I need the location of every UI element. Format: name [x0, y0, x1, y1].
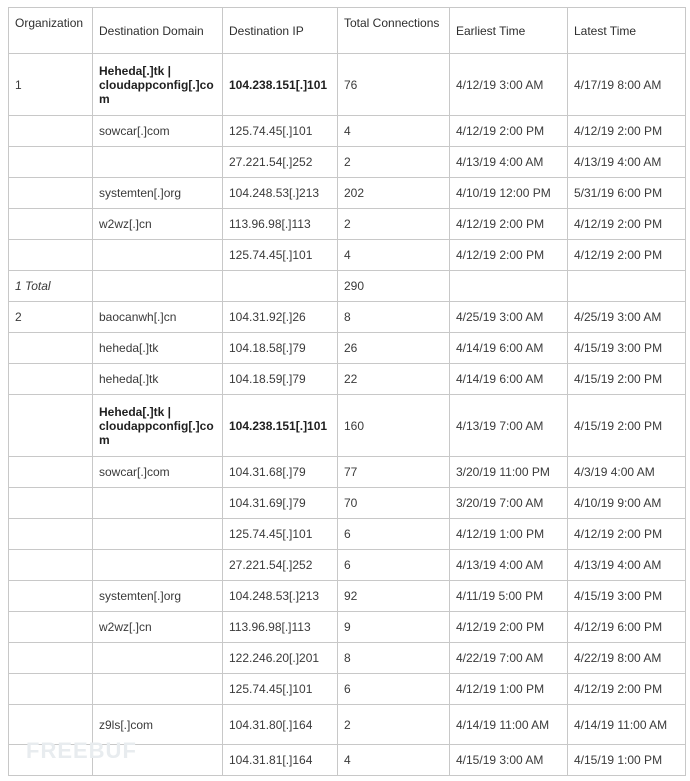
cell-destination-domain: sowcar[.]com — [93, 116, 223, 147]
cell-destination-ip: 104.248.53[.]213 — [223, 178, 338, 209]
cell-destination-ip: 104.238.151[.]101 — [223, 54, 338, 116]
cell-earliest-time: 4/13/19 4:00 AM — [450, 147, 568, 178]
table-row — [9, 550, 686, 581]
cell-earliest-time: 4/11/19 5:00 PM — [450, 581, 568, 612]
cell-earliest-time: 4/22/19 7:00 AM — [450, 643, 568, 674]
cell-latest-time: 4/12/19 6:00 PM — [568, 612, 686, 643]
cell-destination-domain: systemten[.]org — [93, 178, 223, 209]
cell-total-connections: 4 — [338, 116, 450, 147]
cell-latest-time: 4/12/19 2:00 PM — [568, 519, 686, 550]
cell-destination-ip: 104.31.69[.]79 — [223, 488, 338, 519]
cell-destination-domain: baocanwh[.]cn — [93, 302, 223, 333]
cell-destination-ip: 104.18.58[.]79 — [223, 333, 338, 364]
cell-earliest-time: 4/12/19 2:00 PM — [450, 612, 568, 643]
cell-destination-domain: w2wz[.]cn — [93, 209, 223, 240]
cell-total-connections: 160 — [338, 395, 450, 457]
cell-earliest-time: 3/20/19 11:00 PM — [450, 457, 568, 488]
cell-total-connections: 2 — [338, 705, 450, 745]
table-row — [9, 54, 686, 116]
table-row — [9, 302, 686, 333]
cell-destination-domain: sowcar[.]com — [93, 457, 223, 488]
cell-latest-time: 5/31/19 6:00 PM — [568, 178, 686, 209]
cell-destination-domain — [93, 550, 223, 581]
cell-earliest-time: 4/10/19 12:00 PM — [450, 178, 568, 209]
cell-total-connections: 6 — [338, 519, 450, 550]
cell-latest-time: 4/13/19 4:00 AM — [568, 147, 686, 178]
cell-latest-time: 4/3/19 4:00 AM — [568, 457, 686, 488]
cell-earliest-time: 4/13/19 4:00 AM — [450, 550, 568, 581]
cell-total-connections: 77 — [338, 457, 450, 488]
cell-total-connections: 4 — [338, 745, 450, 776]
cell-latest-time: 4/12/19 2:00 PM — [568, 116, 686, 147]
cell-organization — [9, 612, 93, 643]
table-row — [9, 705, 686, 745]
cell-organization: 2 — [9, 302, 93, 333]
cell-organization: 1 — [9, 54, 93, 116]
cell-organization — [9, 550, 93, 581]
cell-destination-ip: 104.31.81[.]164 — [223, 745, 338, 776]
cell-latest-time: 4/15/19 1:00 PM — [568, 745, 686, 776]
table-row — [9, 116, 686, 147]
cell-destination-domain — [93, 488, 223, 519]
cell-organization — [9, 116, 93, 147]
header-organization: Organization — [9, 8, 93, 54]
table-row — [9, 519, 686, 550]
header-total-connections: Total Connections — [338, 8, 450, 54]
cell-destination-domain — [93, 240, 223, 271]
table-row — [9, 240, 686, 271]
table-row — [9, 488, 686, 519]
cell-total-connections: 92 — [338, 581, 450, 612]
cell-destination-ip: 122.246.20[.]201 — [223, 643, 338, 674]
cell-earliest-time: 4/12/19 2:00 PM — [450, 116, 568, 147]
cell-destination-domain: Heheda[.]tk | cloudappconfig[.]com — [93, 54, 223, 116]
cell-earliest-time: 3/20/19 7:00 AM — [450, 488, 568, 519]
cell-organization — [9, 488, 93, 519]
cell-latest-time: 4/14/19 11:00 AM — [568, 705, 686, 745]
cell-destination-domain: z9ls[.]com — [93, 705, 223, 745]
cell-earliest-time: 4/12/19 3:00 AM — [450, 54, 568, 116]
table-row — [9, 364, 686, 395]
cell-earliest-time: 4/14/19 11:00 AM — [450, 705, 568, 745]
cell-destination-domain: heheda[.]tk — [93, 364, 223, 395]
cell-total-connections: 6 — [338, 674, 450, 705]
table-row — [9, 745, 686, 776]
cell-destination-domain: Heheda[.]tk | cloudappconfig[.]com — [93, 395, 223, 457]
cell-earliest-time: 4/13/19 7:00 AM — [450, 395, 568, 457]
cell-latest-time: 4/25/19 3:00 AM — [568, 302, 686, 333]
cell-destination-ip: 125.74.45[.]101 — [223, 674, 338, 705]
header-latest-time: Latest Time — [568, 8, 686, 54]
cell-destination-ip: 104.238.151[.]101 — [223, 395, 338, 457]
cell-latest-time: 4/12/19 2:00 PM — [568, 209, 686, 240]
cell-earliest-time: 4/25/19 3:00 AM — [450, 302, 568, 333]
cell-destination-domain — [93, 271, 223, 302]
cell-organization: 1 Total — [9, 271, 93, 302]
cell-organization — [9, 705, 93, 745]
cell-earliest-time: 4/14/19 6:00 AM — [450, 364, 568, 395]
cell-destination-ip: 125.74.45[.]101 — [223, 519, 338, 550]
cell-earliest-time: 4/12/19 2:00 PM — [450, 209, 568, 240]
cell-destination-ip: 27.221.54[.]252 — [223, 550, 338, 581]
cell-total-connections: 4 — [338, 240, 450, 271]
cell-destination-ip: 104.31.68[.]79 — [223, 457, 338, 488]
cell-organization — [9, 240, 93, 271]
cell-destination-ip: 104.31.80[.]164 — [223, 705, 338, 745]
cell-organization — [9, 395, 93, 457]
cell-destination-domain: w2wz[.]cn — [93, 612, 223, 643]
connections-table — [8, 7, 686, 776]
table-row — [9, 457, 686, 488]
cell-destination-ip — [223, 271, 338, 302]
table-row — [9, 581, 686, 612]
cell-total-connections: 8 — [338, 643, 450, 674]
cell-latest-time: 4/15/19 3:00 PM — [568, 581, 686, 612]
table-row — [9, 674, 686, 705]
header-earliest-time: Earliest Time — [450, 8, 568, 54]
table-row — [9, 643, 686, 674]
cell-total-connections: 290 — [338, 271, 450, 302]
cell-latest-time: 4/12/19 2:00 PM — [568, 240, 686, 271]
cell-organization — [9, 178, 93, 209]
header-row — [9, 8, 686, 54]
cell-organization — [9, 581, 93, 612]
header-destination-ip: Destination IP — [223, 8, 338, 54]
cell-total-connections: 6 — [338, 550, 450, 581]
cell-latest-time: 4/12/19 2:00 PM — [568, 674, 686, 705]
header-destination-domain: Destination Domain — [93, 8, 223, 54]
cell-total-connections: 9 — [338, 612, 450, 643]
cell-destination-domain — [93, 147, 223, 178]
cell-organization — [9, 643, 93, 674]
cell-total-connections: 8 — [338, 302, 450, 333]
cell-earliest-time: 4/12/19 1:00 PM — [450, 674, 568, 705]
cell-destination-domain: heheda[.]tk — [93, 333, 223, 364]
cell-total-connections: 22 — [338, 364, 450, 395]
cell-organization — [9, 333, 93, 364]
watermark: FREEBUF — [26, 738, 137, 763]
table-row — [9, 395, 686, 457]
table-row — [9, 333, 686, 364]
cell-destination-ip: 125.74.45[.]101 — [223, 116, 338, 147]
cell-earliest-time: 4/12/19 1:00 PM — [450, 519, 568, 550]
cell-latest-time: 4/15/19 2:00 PM — [568, 395, 686, 457]
cell-destination-domain — [93, 643, 223, 674]
cell-destination-ip: 104.18.59[.]79 — [223, 364, 338, 395]
cell-total-connections: 2 — [338, 147, 450, 178]
cell-destination-ip: 104.31.92[.]26 — [223, 302, 338, 333]
table-row — [9, 612, 686, 643]
cell-destination-domain — [93, 745, 223, 776]
cell-organization — [9, 519, 93, 550]
cell-total-connections: 76 — [338, 54, 450, 116]
cell-total-connections: 2 — [338, 209, 450, 240]
cell-destination-domain — [93, 674, 223, 705]
total-row — [9, 271, 686, 302]
table-row — [9, 178, 686, 209]
cell-earliest-time: 4/12/19 2:00 PM — [450, 240, 568, 271]
cell-destination-ip: 125.74.45[.]101 — [223, 240, 338, 271]
cell-latest-time: 4/17/19 8:00 AM — [568, 54, 686, 116]
cell-destination-ip: 113.96.98[.]113 — [223, 209, 338, 240]
cell-latest-time: 4/13/19 4:00 AM — [568, 550, 686, 581]
cell-destination-domain — [93, 519, 223, 550]
table-row — [9, 209, 686, 240]
cell-earliest-time: 4/14/19 6:00 AM — [450, 333, 568, 364]
cell-organization — [9, 674, 93, 705]
cell-latest-time: 4/22/19 8:00 AM — [568, 643, 686, 674]
cell-total-connections: 70 — [338, 488, 450, 519]
table-body — [9, 54, 686, 776]
cell-total-connections: 202 — [338, 178, 450, 209]
cell-organization — [9, 457, 93, 488]
cell-destination-ip: 27.221.54[.]252 — [223, 147, 338, 178]
cell-organization — [9, 745, 93, 776]
cell-total-connections: 26 — [338, 333, 450, 364]
cell-latest-time: 4/15/19 2:00 PM — [568, 364, 686, 395]
cell-organization — [9, 147, 93, 178]
cell-destination-domain: systemten[.]org — [93, 581, 223, 612]
table-row — [9, 147, 686, 178]
cell-organization — [9, 209, 93, 240]
cell-latest-time — [568, 271, 686, 302]
cell-destination-ip: 113.96.98[.]113 — [223, 612, 338, 643]
cell-earliest-time: 4/15/19 3:00 AM — [450, 745, 568, 776]
cell-organization — [9, 364, 93, 395]
cell-latest-time: 4/15/19 3:00 PM — [568, 333, 686, 364]
cell-latest-time: 4/10/19 9:00 AM — [568, 488, 686, 519]
cell-earliest-time — [450, 271, 568, 302]
cell-destination-ip: 104.248.53[.]213 — [223, 581, 338, 612]
